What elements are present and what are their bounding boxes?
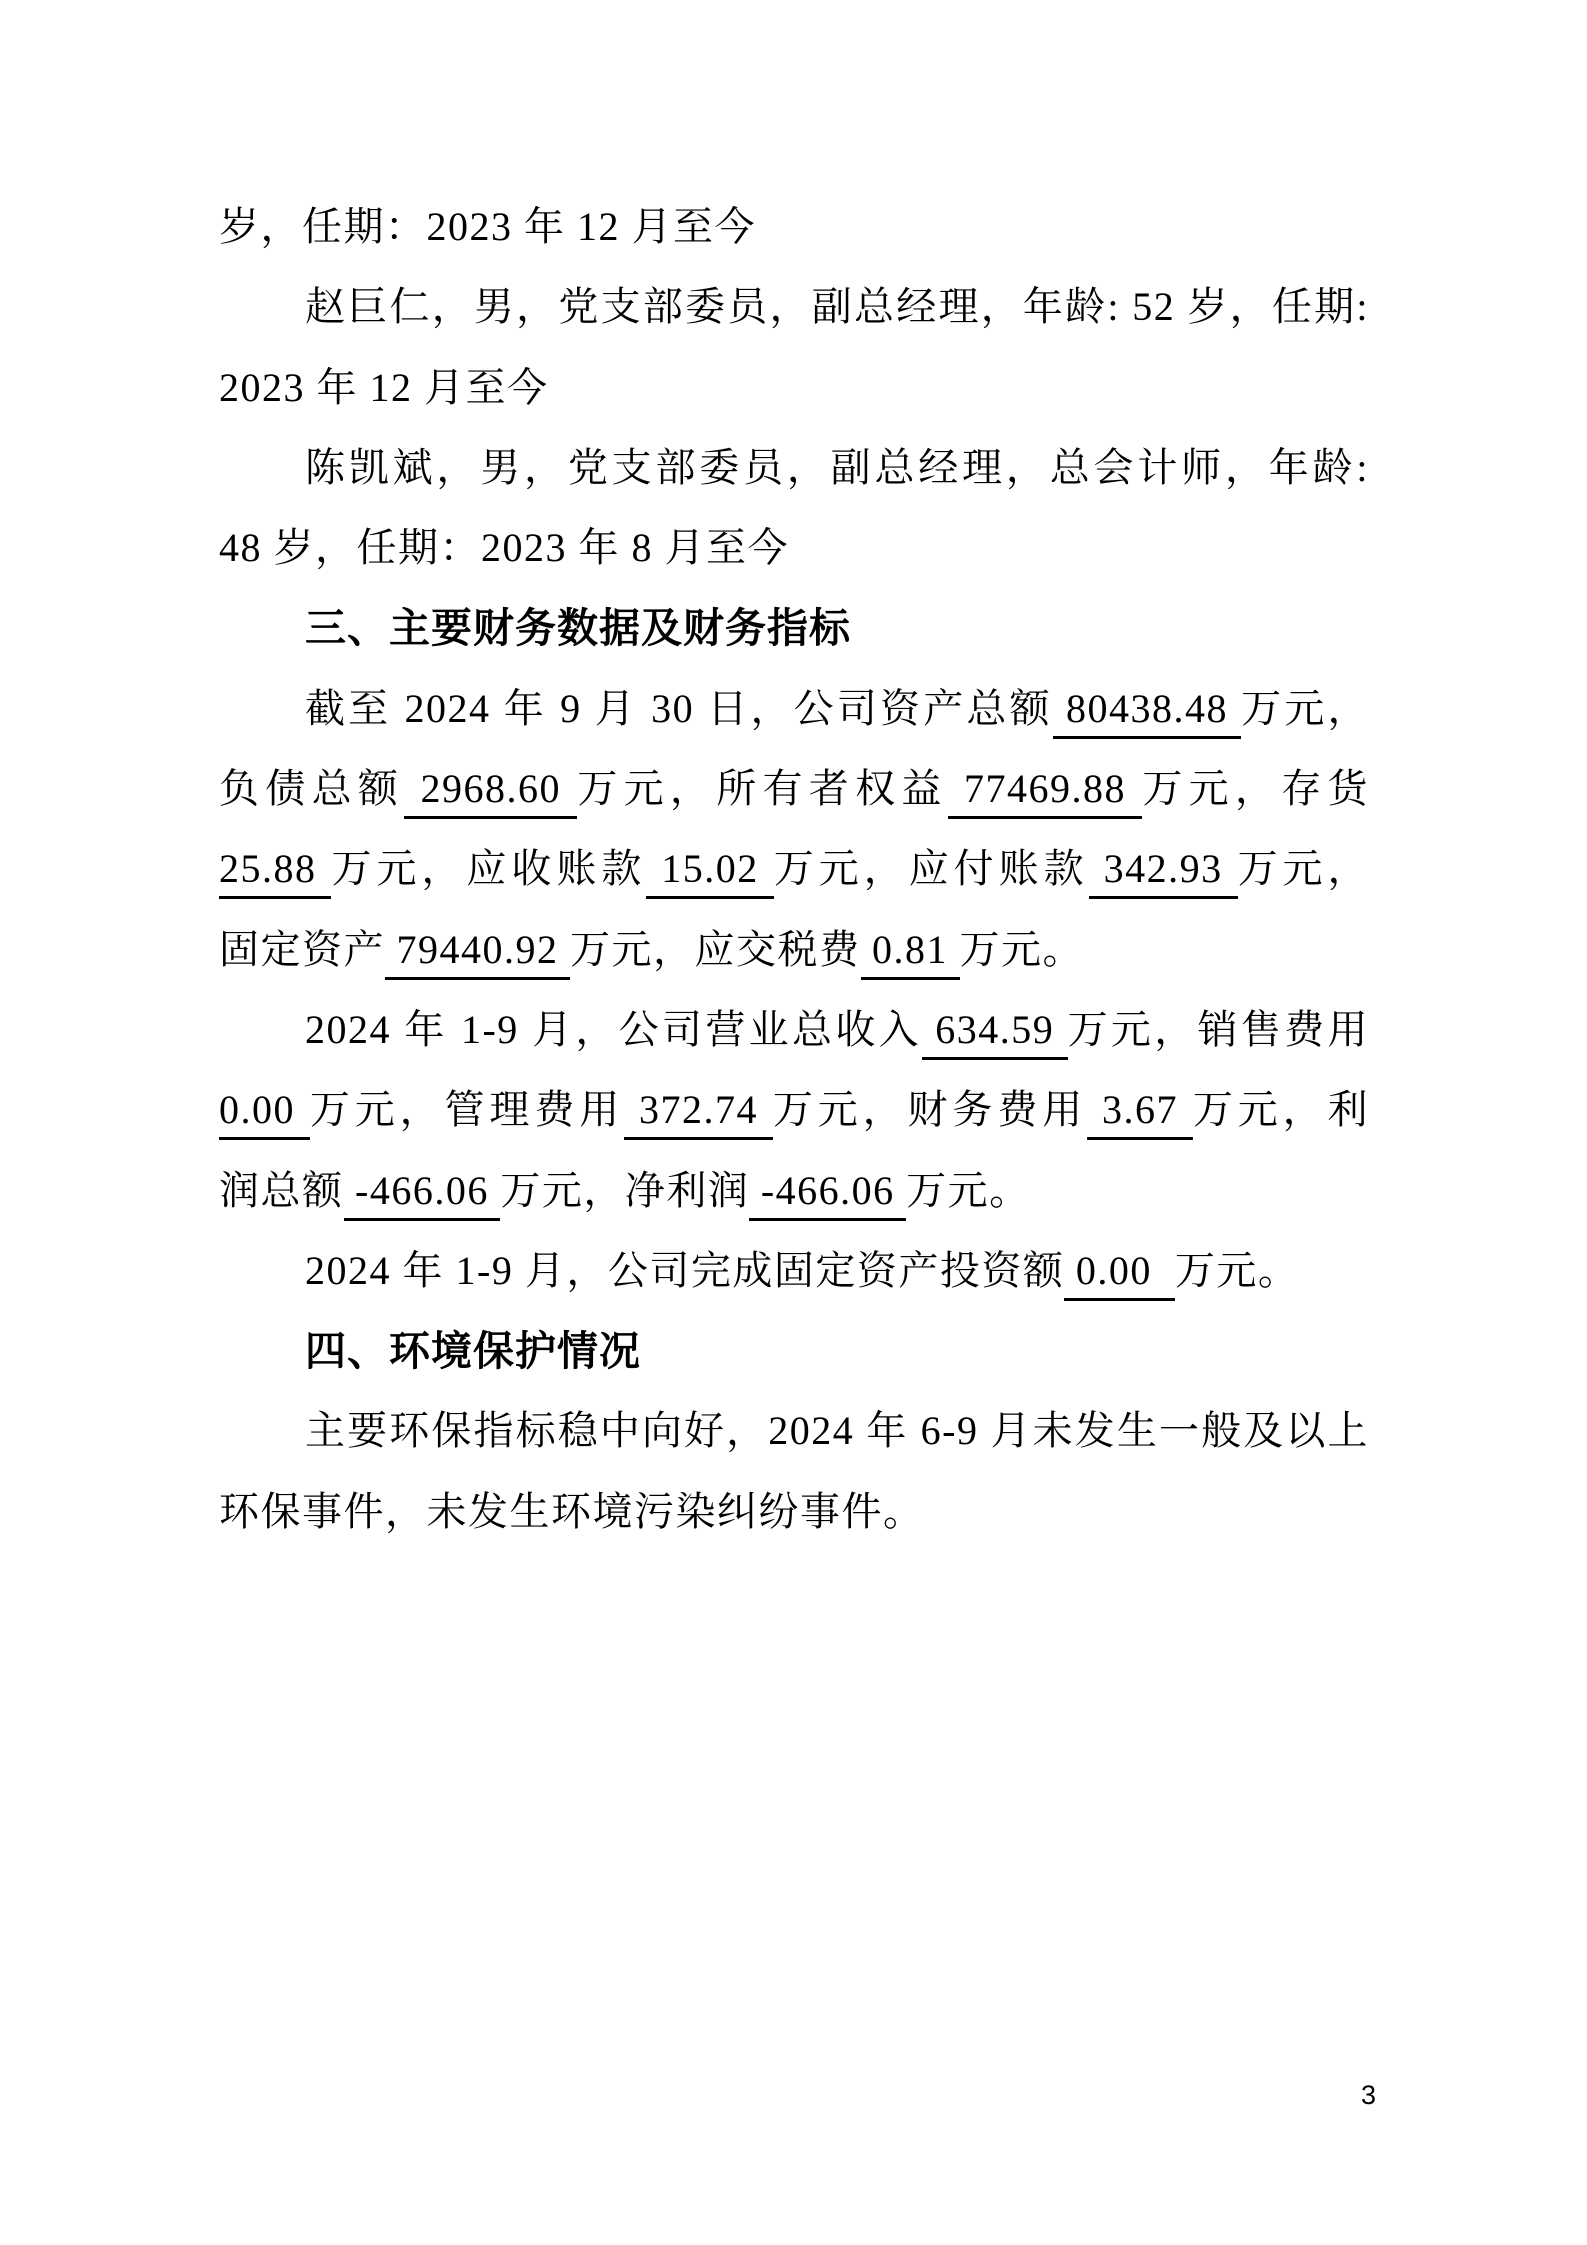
document-body — [219, 187, 1369, 1552]
text-line — [219, 428, 1369, 508]
underlined-value: 0.00 — [219, 1087, 310, 1140]
text-segment: 万元，净利润 — [500, 1167, 750, 1213]
page-number: 3 — [1360, 2080, 1376, 2110]
text-segment: 赵巨仁，男，党支部委员，副总经理，年龄: 52 岁，任期: — [305, 284, 1369, 330]
underlined-value: 342.93 — [1089, 846, 1238, 899]
underlined-value: 0.00 — [1064, 1248, 1175, 1301]
text-segment: 万元，应收账款 — [331, 846, 647, 892]
underlined-value: 25.88 — [219, 846, 331, 899]
section-heading — [219, 1311, 1369, 1391]
text-segment: 万元。 — [959, 926, 1084, 972]
underlined-value: 15.02 — [646, 846, 773, 899]
text-segment: 负债总额 — [219, 766, 405, 812]
text-line — [219, 508, 1369, 588]
underlined-value: 3.67 — [1087, 1087, 1193, 1140]
text-segment: 万元，销售费用 — [1067, 1006, 1369, 1052]
text-segment: 环保事件，未发生环境污染纠纷事件。 — [219, 1488, 925, 1534]
text-segment: 截至 2024 年 9 月 30 日，公司资产总额 — [305, 685, 1053, 731]
text-segment: 固定资产 — [219, 926, 385, 972]
text-segment: 万元。 — [1174, 1247, 1300, 1293]
underlined-value: -466.06 — [749, 1168, 906, 1221]
section-heading — [219, 588, 1369, 668]
underlined-value: 80438.48 — [1053, 686, 1241, 739]
text-segment: 万元，所有者权益 — [577, 766, 948, 812]
text-line — [219, 749, 1369, 829]
text-segment: 万元，利 — [1192, 1087, 1370, 1133]
text-segment: 万元，应交税费 — [570, 926, 861, 972]
text-line — [219, 187, 1369, 267]
text-segment: 2023 年 12 月至今 — [219, 364, 549, 410]
text-segment: 润总额 — [219, 1167, 344, 1213]
underlined-value: -466.06 — [344, 1168, 501, 1221]
text-line — [219, 1151, 1369, 1231]
text-line — [219, 1391, 1369, 1471]
text-segment: 万元， — [1241, 685, 1370, 731]
text-segment: 万元，管理费用 — [309, 1087, 625, 1133]
underlined-value: 634.59 — [922, 1007, 1068, 1060]
text-line — [219, 267, 1369, 347]
text-segment: 万元，财务费用 — [772, 1087, 1088, 1133]
text-segment: 万元。 — [906, 1167, 1031, 1213]
text-segment: 2024 年 1-9 月，公司营业总收入 — [305, 1006, 922, 1052]
text-line — [219, 1070, 1369, 1150]
text-line — [219, 910, 1369, 990]
text-segment: 陈凯斌，男，党支部委员，副总经理，总会计师，年龄: — [305, 444, 1369, 490]
text-segment: 2024 年 1-9 月，公司完成固定资产投资额 — [305, 1247, 1065, 1293]
text-segment: 48 岁，任期：2023 年 8 月至今 — [219, 525, 789, 571]
underlined-value: 0.81 — [861, 927, 960, 980]
text-segment: 万元，应付账款 — [773, 846, 1089, 892]
text-segment: 主要环保指标稳中向好，2024 年 6-9 月未发生一般及以上 — [305, 1408, 1369, 1454]
text-segment: 万元，存货 — [1142, 766, 1370, 812]
underlined-value: 372.74 — [624, 1087, 773, 1140]
text-line — [219, 348, 1369, 428]
text-line — [219, 1231, 1369, 1311]
underlined-value: 2968.60 — [404, 766, 577, 819]
text-line — [219, 1472, 1369, 1552]
text-segment: 三、主要财务数据及财务指标 — [305, 605, 851, 652]
text-line — [219, 669, 1369, 749]
text-segment: 四、环境保护情况 — [305, 1328, 641, 1375]
text-line — [219, 829, 1369, 909]
text-segment: 万元， — [1237, 846, 1370, 892]
underlined-value: 79440.92 — [385, 927, 570, 980]
text-line — [219, 990, 1369, 1070]
underlined-value: 77469.88 — [948, 766, 1143, 819]
text-segment: 岁，任期：2023 年 12 月至今 — [219, 204, 756, 249]
